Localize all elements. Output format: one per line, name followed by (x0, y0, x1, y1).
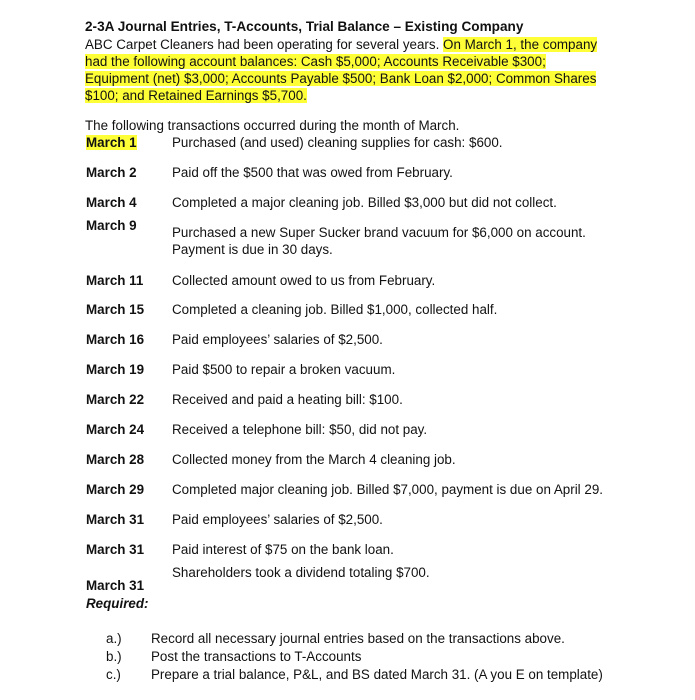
transaction-desc: Collected amount owed to us from February. (172, 273, 436, 288)
intro-line-3: Equipment (net) $3,000; Accounts Payable $500; Bank Loan $2,000; Common Shares (85, 71, 597, 86)
transaction-desc: Paid off the $500 that was owed from February. (172, 165, 453, 180)
transaction-date: March 22 (86, 392, 145, 407)
requirement-text: Prepare a trial balance, P&L, and BS dated March 31. (A you E on template) (151, 667, 603, 682)
intro-line-1-highlight: On March 1, the company (443, 37, 598, 52)
transaction-desc: Completed a cleaning job. Billed $1,000, collected half. (172, 302, 498, 317)
transaction-desc-cont: Payment is due in 30 days. (172, 242, 333, 257)
intro-paragraph (85, 36, 645, 104)
transaction-date: March 31 (86, 512, 145, 527)
transaction-date: March 4 (86, 195, 137, 210)
transaction-date: March 24 (86, 422, 145, 437)
transaction-date: March 11 (86, 273, 144, 288)
requirement-text: Post the transactions to T-Accounts (151, 649, 362, 664)
required-label: Required: (86, 596, 149, 611)
transaction-date (86, 134, 137, 151)
transaction-date: March 9 (86, 218, 137, 233)
transaction-desc: Paid interest of $75 on the bank loan. (172, 542, 394, 557)
problem-title: 2-3A Journal Entries, T-Accounts, Trial Balance – Existing Company (85, 19, 524, 34)
transaction-desc: Collected money from the March 4 cleaning job. (172, 452, 456, 467)
requirement-letter: b.) (106, 649, 122, 664)
transaction-date: March 19 (86, 362, 145, 377)
transaction-desc: Paid employees’ salaries of $2,500. (172, 512, 383, 527)
requirement-letter: c.) (106, 667, 121, 682)
transaction-date: March 28 (86, 452, 145, 467)
transaction-desc: Paid employees’ salaries of $2,500. (172, 332, 383, 347)
transaction-desc: Shareholders took a dividend totaling $700. (172, 565, 430, 580)
transactions-intro: The following transactions occurred during the month of March. (85, 118, 460, 133)
transaction-desc: Purchased (and used) cleaning supplies for cash: $600. (172, 135, 503, 150)
transaction-date: March 16 (86, 332, 145, 347)
requirement-letter: a.) (106, 631, 122, 646)
transaction-desc: Purchased a new Super Sucker brand vacuum for $6,000 on account. (172, 225, 586, 240)
transaction-desc: Paid $500 to repair a broken vacuum. (172, 362, 396, 377)
intro-line-1-plain: ABC Carpet Cleaners had been operating for several years. (85, 37, 444, 52)
transaction-date: March 29 (86, 482, 145, 497)
transaction-date: March 31 (86, 578, 145, 593)
transaction-date: March 2 (86, 165, 137, 180)
transaction-desc: Completed a major cleaning job. Billed $3,000 but did not collect. (172, 195, 557, 210)
transaction-desc: Received and paid a heating bill: $100. (172, 392, 403, 407)
intro-line-2: had the following account balances: Cash $5,000; Accounts Receivable $300; (85, 54, 546, 69)
transaction-desc: Received a telephone bill: $50, did not pay. (172, 422, 428, 437)
transaction-date: March 31 (86, 542, 145, 557)
transaction-date-highlight: March 1 (86, 135, 137, 150)
requirement-text: Record all necessary journal entries based on the transactions above. (151, 631, 565, 646)
intro-line-4: $100; and Retained Earnings $5,700. (85, 88, 307, 103)
transaction-date: March 15 (86, 302, 145, 317)
intro-line-1 (85, 36, 645, 53)
transaction-desc: Completed major cleaning job. Billed $7,000, payment is due on April 29. (172, 482, 603, 497)
